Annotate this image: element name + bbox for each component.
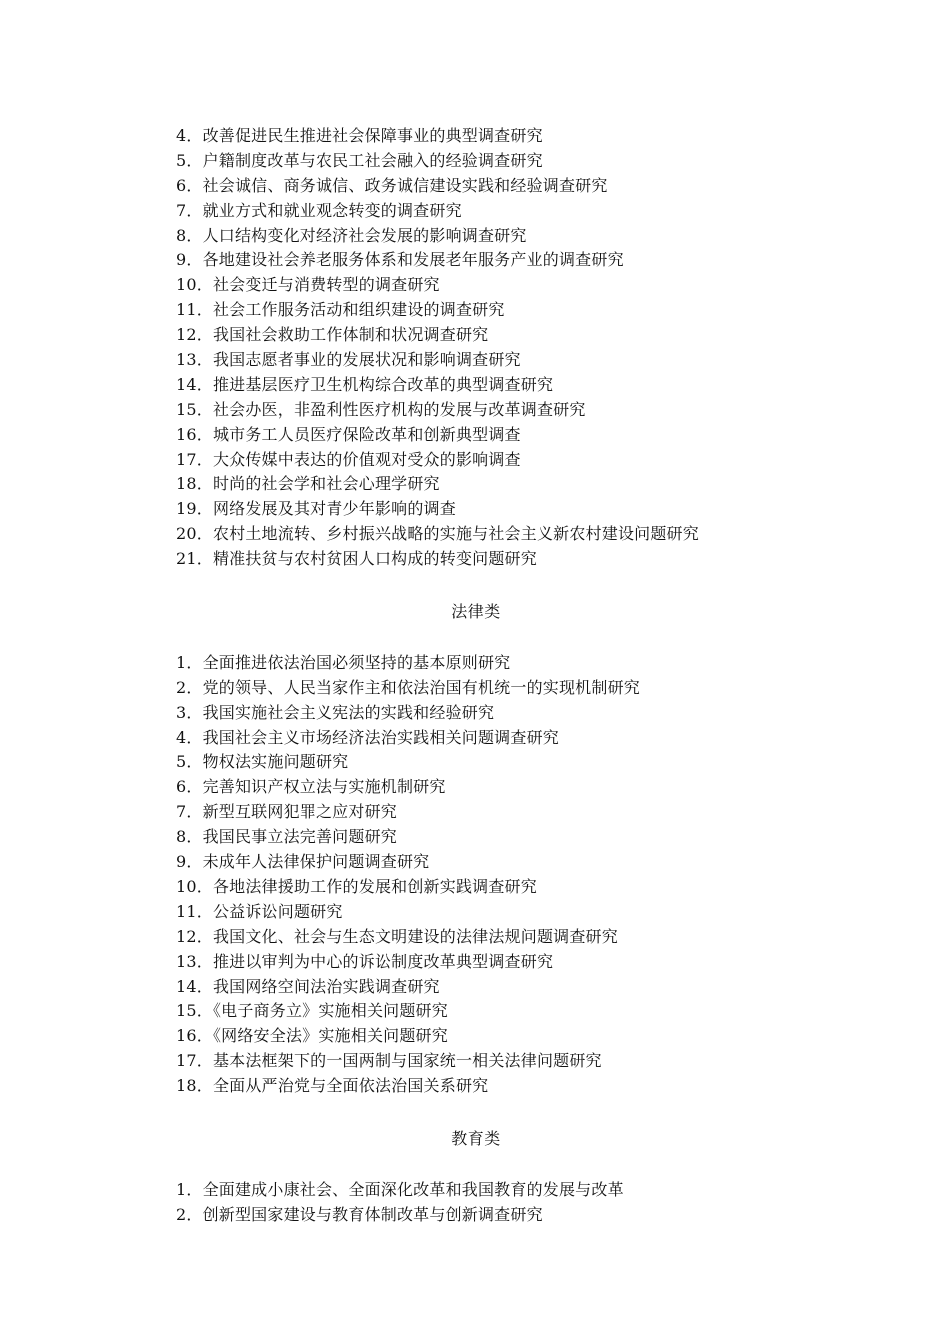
list-item: 16．《网络安全法》实施相关问题研究 — [176, 1026, 448, 1046]
list-item: 10．各地法律援助工作的发展和创新实践调查研究 — [176, 876, 537, 896]
list-item: 1．全面推进依法治国必须坚持的基本原则研究 — [176, 652, 511, 672]
list-item: 8．人口结构变化对经济社会发展的影响调查研究 — [176, 225, 527, 245]
law-section-heading: 法律类 — [451, 602, 501, 622]
list-item: 14．推进基层医疗卫生机构综合改革的典型调查研究 — [176, 374, 554, 394]
list-item: 18．全面从严治党与全面依法治国关系研究 — [176, 1076, 489, 1096]
list-item: 12．我国文化、社会与生态文明建设的法律法规问题调查研究 — [176, 926, 618, 946]
list-item: 15．社会办医，非盈利性医疗机构的发展与改革调查研究 — [176, 399, 586, 419]
list-item: 17．基本法框架下的一国两制与国家统一相关法律问题研究 — [176, 1051, 602, 1071]
list-item: 7．就业方式和就业观念转变的调查研究 — [176, 200, 462, 220]
list-item: 8．我国民事立法完善问题研究 — [176, 827, 397, 847]
list-item: 19．网络发展及其对青少年影响的调查 — [176, 499, 456, 519]
list-item: 17．大众传媒中表达的价值观对受众的影响调查 — [176, 449, 521, 469]
list-item: 2．创新型国家建设与教育体制改革与创新调查研究 — [176, 1204, 543, 1224]
list-item: 5．物权法实施问题研究 — [176, 752, 349, 772]
list-item: 4．我国社会主义市场经济法治实践相关问题调查研究 — [176, 727, 559, 747]
list-item: 16．城市务工人员医疗保险改革和创新典型调查 — [176, 424, 521, 444]
education-section-heading: 教育类 — [451, 1128, 501, 1148]
list-item: 13．推进以审判为中心的诉讼制度改革典型调查研究 — [176, 951, 554, 971]
list-item: 13．我国志愿者事业的发展状况和影响调查研究 — [176, 350, 521, 370]
document-content — [176, 124, 836, 1228]
list-item: 12．我国社会救助工作体制和状况调查研究 — [176, 325, 489, 345]
list-item: 11．公益诉讼问题研究 — [176, 901, 343, 921]
list-item: 15．《电子商务立》实施相关问题研究 — [176, 1001, 448, 1021]
list-item: 9．未成年人法律保护问题调查研究 — [176, 852, 430, 872]
education-topic-list — [176, 1178, 836, 1228]
list-item: 9．各地建设社会养老服务体系和发展老年服务产业的调查研究 — [176, 250, 624, 270]
list-item: 18．时尚的社会学和社会心理学研究 — [176, 474, 440, 494]
law-topic-list — [176, 651, 836, 1099]
list-item: 1．全面建成小康社会、全面深化改革和我国教育的发展与改革 — [176, 1179, 624, 1199]
list-item: 2．党的领导、人民当家作主和依法治国有机统一的实现机制研究 — [176, 677, 640, 697]
list-item: 3．我国实施社会主义宪法的实践和经验研究 — [176, 702, 495, 722]
list-item: 10．社会变迁与消费转型的调查研究 — [176, 275, 440, 295]
list-item: 21．精准扶贫与农村贫困人口构成的转变问题研究 — [176, 549, 537, 569]
list-item: 6．社会诚信、商务诚信、政务诚信建设实践和经验调查研究 — [176, 175, 608, 195]
list-item: 6．完善知识产权立法与实施机制研究 — [176, 777, 446, 797]
list-item: 5．户籍制度改革与农民工社会融入的经验调查研究 — [176, 150, 543, 170]
list-item: 20．农村土地流转、乡村振兴战略的实施与社会主义新农村建设问题研究 — [176, 524, 699, 544]
society-topic-list — [176, 124, 836, 572]
list-item: 11．社会工作服务活动和组织建设的调查研究 — [176, 300, 505, 320]
list-item: 4．改善促进民生推进社会保障事业的典型调查研究 — [176, 126, 543, 145]
list-item: 7．新型互联网犯罪之应对研究 — [176, 802, 397, 822]
list-item: 14．我国网络空间法治实践调查研究 — [176, 976, 440, 996]
